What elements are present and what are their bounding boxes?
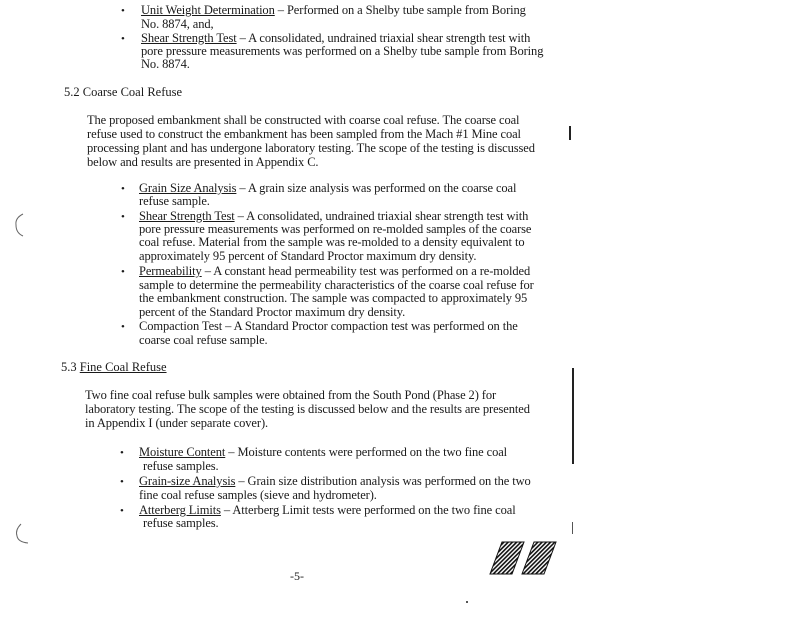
bullet-atterberg-line-1: Atterberg Limits – Atterberg Limit tests were performed on the two fine coal: [139, 503, 516, 517]
bullet-term: Moisture Content: [139, 445, 226, 459]
bullet-term: Atterberg Limits: [139, 503, 221, 517]
bullet-marker: •: [121, 211, 125, 223]
bullet-term: Permeability: [139, 264, 202, 278]
bullet-grain-size-analysis-line-2: fine coal refuse samples (sieve and hydrometer).: [139, 488, 377, 502]
binding-hole-mark: [12, 522, 30, 546]
bullet-grain-size-line-1: Grain Size Analysis – A grain size analysis was performed on the coarse coal: [139, 181, 517, 195]
bullet-shear-strength-line-3: coal refuse. Material from the sample was re-molded to a density equivalent to: [139, 235, 525, 249]
bullet-marker: •: [121, 266, 125, 278]
binding-hole-mark: [12, 212, 26, 238]
bullet-shear-line-2: pore pressure measurements was performed on a Shelby tube sample from Boring: [141, 44, 544, 58]
bullet-grain-size-analysis-line-1: Grain-size Analysis – Grain size distribution analysis was performed on the two: [139, 474, 531, 488]
bullet-term: Grain Size Analysis: [139, 181, 237, 195]
section-5-2-para-line: below and results are presented in Appendix C.: [87, 155, 319, 169]
section-5-3-para-line: Two fine coal refuse bulk samples were obtained from the South Pond (Phase 2) for: [85, 388, 497, 402]
section-5-2-para-line: The proposed embankment shall be constructed with coarse coal refuse. The coarse coal: [87, 113, 520, 127]
bullet-shear-line-3: No. 8874.: [141, 57, 190, 71]
bullet-term: Shear Strength Test: [141, 31, 237, 45]
bullet-permeability-line-3: the embankment construction. The sample was compacted to approximately 95: [139, 291, 528, 305]
bullet-shear-strength-line-4: approximately 95 percent of Standard Proctor maximum dry density.: [139, 249, 477, 263]
revision-bar: [572, 368, 574, 464]
section-5-2-para-line: refuse used to construct the embankment has been sampled from the Mach #1 Mine coal: [87, 127, 521, 141]
section-heading-5-2: 5.2 Coarse Coal Refuse: [64, 85, 183, 99]
bullet-marker: •: [121, 33, 125, 45]
section-5-3-para-line: in Appendix I (under separate cover).: [85, 416, 269, 430]
bullet-unit-weight-line-1: Unit Weight Determination – Performed on a Shelby tube sample from Boring: [141, 3, 526, 17]
bullet-marker: •: [121, 5, 125, 17]
bullet-marker: •: [120, 476, 124, 488]
bullet-marker: •: [120, 447, 124, 459]
bullet-compaction-line-1: Compaction Test – A Standard Proctor compaction test was performed on the: [139, 319, 518, 333]
section-5-2-para-line: processing plant and has undergone laboratory testing. The scope of the testing is discussed: [87, 141, 535, 155]
bullet-shear-line-1: Shear Strength Test – A consolidated, undrained triaxial shear strength test with: [141, 31, 531, 45]
section-5-3-para-line: laboratory testing. The scope of the testing is discussed below and the results are presented: [85, 402, 530, 416]
bullet-grain-size-line-2: refuse sample.: [139, 194, 210, 208]
bullet-compaction-line-2: coarse coal refuse sample.: [139, 333, 268, 347]
bullet-term: Unit Weight Determination: [141, 3, 275, 17]
bullet-atterberg-line-2: refuse samples.: [143, 516, 219, 530]
bullet-moisture-line-2: refuse samples.: [143, 459, 219, 473]
bullet-term: Shear Strength Test: [139, 209, 235, 223]
bullet-permeability-line-1: Permeability – A constant head permeability test was performed on a re-molded: [139, 264, 531, 278]
bullet-moisture-line-1: Moisture Content – Moisture contents were performed on the two fine coal: [139, 445, 508, 459]
section-heading-5-3: 5.3 Fine Coal Refuse: [61, 360, 167, 374]
bullet-permeability-line-2: sample to determine the permeability characteristics of the coarse coal refuse for: [139, 278, 534, 292]
bullet-permeability-line-4: percent of the Standard Proctor maximum dry density.: [139, 305, 406, 319]
bullet-shear-strength-line-2: pore pressure measurements was performed on re-molded samples of the coarse: [139, 222, 532, 236]
bullet-marker: •: [120, 505, 124, 517]
bullet-marker: •: [121, 183, 125, 195]
scan-speck: [466, 601, 468, 603]
revision-bar: [569, 126, 571, 140]
page-number: -5-: [290, 569, 304, 583]
bullet-shear-strength-line-1: Shear Strength Test – A consolidated, undrained triaxial shear strength test with: [139, 209, 529, 223]
bullet-unit-weight-line-2: No. 8874, and,: [141, 17, 214, 31]
bullet-term: Grain-size Analysis: [139, 474, 236, 488]
scan-mark: [572, 522, 573, 534]
company-logo: [488, 540, 560, 578]
bullet-marker: •: [121, 321, 125, 333]
bullet-term: Compaction Test: [139, 319, 223, 333]
